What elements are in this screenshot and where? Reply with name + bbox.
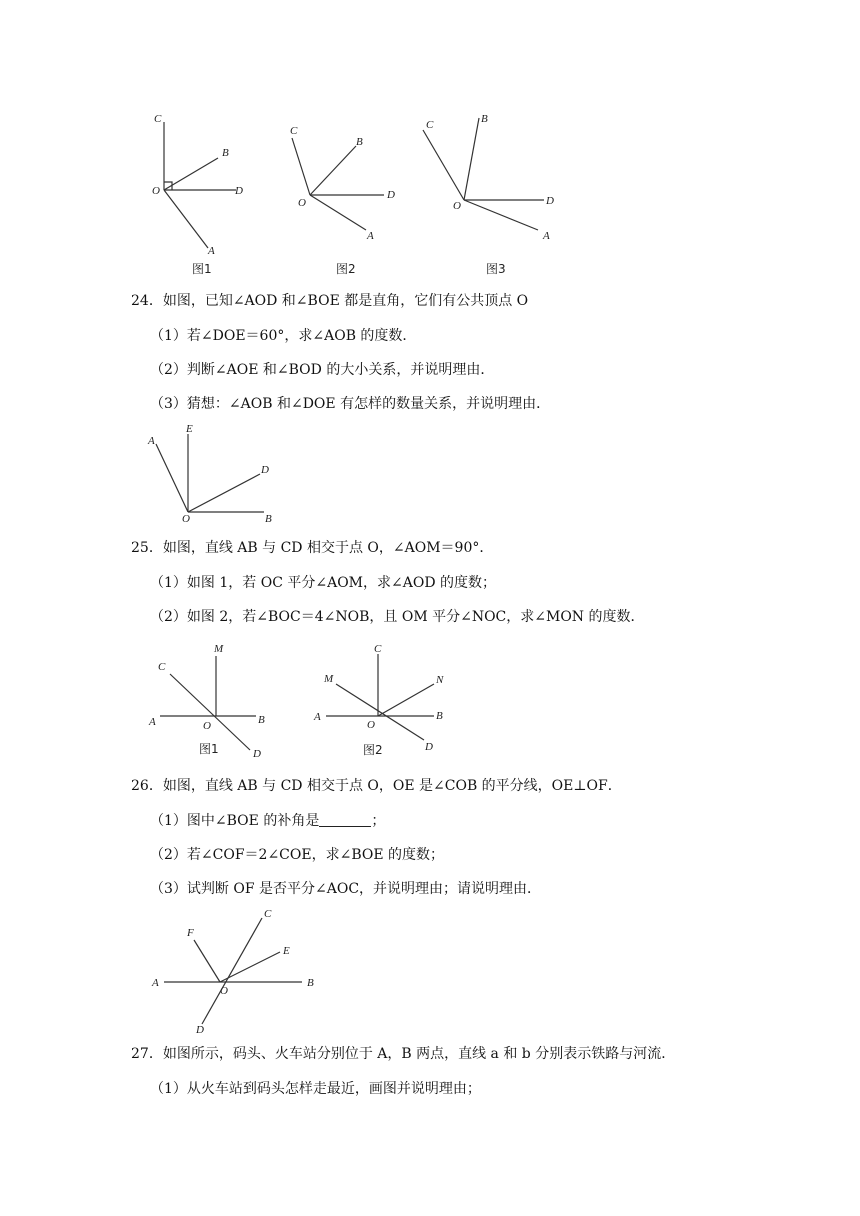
question-25-sub-2: （2）如图 2，若∠BOC＝4∠NOB，且 OM 平分∠NOC，求∠MON 的度数．	[150, 609, 645, 625]
figure-25-1	[148, 643, 265, 760]
figure-caption: 图3	[486, 262, 506, 276]
question-26-sub-2: （2）若∠COF＝2∠COE，求∠BOE 的度数；	[150, 847, 445, 863]
question-26-sub-3: （3）试判断 OF 是否平分∠AOC，并说明理由；请说明理由．	[150, 881, 542, 897]
point-label: B	[258, 714, 265, 726]
question-26-sub-1	[150, 811, 385, 831]
point-label: E	[186, 423, 193, 435]
point-label: B	[265, 513, 272, 525]
figure-24-svg	[140, 422, 290, 528]
point-label: C	[290, 125, 298, 137]
point-label: O	[220, 985, 228, 997]
figure-question-25	[140, 636, 460, 762]
point-label: M	[324, 673, 334, 685]
figure-question-24	[140, 422, 290, 528]
point-label: A	[152, 977, 159, 989]
question-24-sub-1: （1）若∠DOE＝60°，求∠AOB 的度数．	[150, 328, 417, 344]
question-25-sub-1: （1）如图 1，若 OC 平分∠AOM，求∠AOD 的度数；	[150, 575, 497, 591]
point-label: A	[149, 716, 156, 728]
point-label: C	[426, 119, 434, 131]
question-26-stem: 26．如图，直线 AB 与 CD 相交于点 O，OE 是∠COB 的平分线，OE⊥OF．	[131, 778, 622, 794]
figure-3	[423, 113, 554, 276]
question-24-sub-2: （2）判断∠AOE 和∠BOD 的大小关系，并说明理由．	[150, 362, 495, 378]
point-label: D	[253, 748, 261, 760]
point-label: D	[261, 464, 269, 476]
figure-caption: 图1	[192, 262, 212, 276]
figure-25-svg	[140, 636, 460, 762]
point-label: A	[314, 711, 321, 723]
point-label: C	[158, 661, 166, 673]
point-label: B	[356, 136, 363, 148]
point-label: C	[264, 908, 272, 920]
figure-question-26	[140, 906, 340, 1038]
question-24-stem: 24．如图，已知∠AOD 和∠BOE 都是直角，它们有公共顶点 O	[131, 293, 529, 309]
point-label: A	[543, 230, 550, 242]
point-label: D	[425, 741, 433, 753]
point-label: B	[307, 977, 314, 989]
figure-25-2	[313, 643, 444, 757]
question-25-stem: 25．如图，直线 AB 与 CD 相交于点 O，∠AOM＝90°．	[131, 540, 494, 556]
question-27-stem: 27．如图所示，码头、火车站分别位于 A，B 两点，直线 a 和 b 分别表示铁路与河流．	[131, 1046, 676, 1062]
point-label: D	[235, 185, 243, 197]
figure-1	[152, 113, 243, 276]
figure-2	[290, 125, 395, 276]
point-label: O	[298, 197, 306, 209]
point-label: F	[187, 927, 194, 939]
point-label: B	[436, 710, 443, 722]
figure-caption: 图2	[336, 262, 356, 276]
point-label: D	[546, 195, 554, 207]
question-26-sub-1-text: （1）图中∠BOE 的补角是	[150, 813, 320, 829]
point-label: O	[453, 200, 461, 212]
point-label: A	[148, 435, 155, 447]
point-label: D	[387, 189, 395, 201]
point-label: O	[182, 513, 190, 525]
answer-blank	[319, 812, 371, 827]
figure-caption: 图1	[199, 742, 219, 756]
point-label: C	[154, 113, 162, 125]
point-label: C	[374, 643, 382, 655]
point-label: N	[436, 674, 444, 686]
point-label: D	[196, 1024, 204, 1036]
point-label: O	[203, 720, 211, 732]
question-26-sub-1-tail: ；	[371, 813, 386, 829]
question-24-sub-3: （3）猜想：∠AOB 和∠DOE 有怎样的数量关系，并说明理由．	[150, 396, 551, 412]
point-label: O	[367, 719, 375, 731]
question-27-sub-1: （1）从火车站到码头怎样走最近，画图并说明理由；	[150, 1081, 481, 1097]
point-label: E	[283, 945, 290, 957]
figure-caption: 图2	[363, 743, 383, 757]
point-label: A	[367, 230, 374, 242]
point-label: M	[214, 643, 224, 655]
figure-row-top	[140, 108, 580, 280]
point-label: O	[152, 185, 160, 197]
point-label: B	[481, 113, 488, 125]
point-label: A	[208, 245, 215, 257]
figure-26-svg	[140, 906, 340, 1038]
point-label: B	[222, 147, 229, 159]
figure-top-svg	[140, 108, 580, 280]
